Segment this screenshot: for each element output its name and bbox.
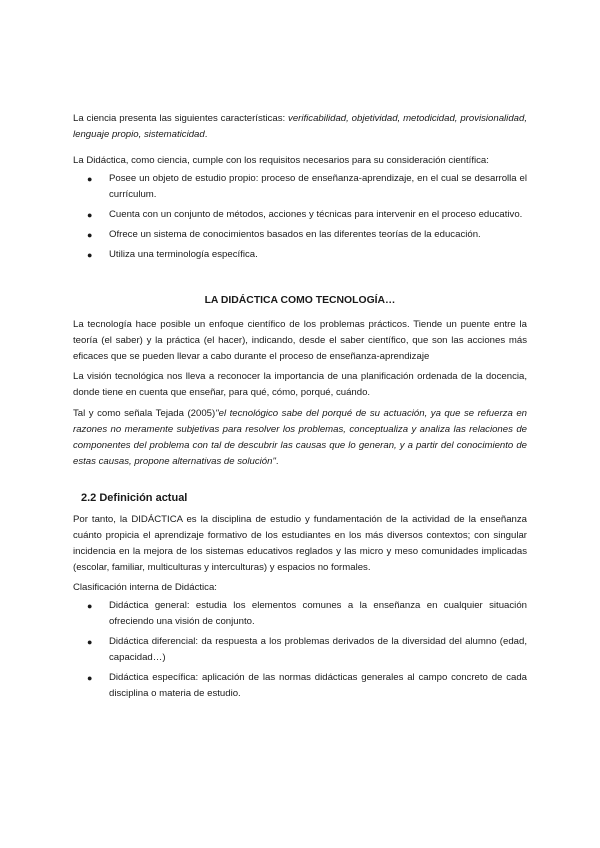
definicion-paragraph: Por tanto, la DIDÁCTICA es la disciplina de estudio y fundamentación de la actividad de la enseñanza cuánto propicia el aprendizaje formativo de los estudiantes en los más diversos contextos; con singular incidencia en la mejora de los sistemas educativos reglados y las micro y meso comunidades implicadas (escolar, familiar, multiculturas y interculturas) y espacios no formales. — [73, 514, 527, 573]
list-item-text: Utiliza una terminología específica. — [109, 249, 258, 260]
bullet-icon: ● — [87, 637, 93, 647]
list-item-text: Didáctica general: estudia los elementos comunes a la enseñanza en cualquier situación ofreciendo una visión de conjunto. — [109, 600, 527, 627]
intro-end: . — [204, 129, 208, 140]
list-item-text: Posee un objeto de estudio propio: proceso de enseñanza-aprendizaje, en el cual se desarrolla el currículum. — [109, 173, 527, 200]
list-item — [73, 670, 527, 702]
bullet-icon: ● — [87, 250, 93, 260]
bullet-icon: ● — [87, 230, 93, 240]
intro-paragraph — [73, 111, 527, 143]
bullet-icon: ● — [87, 210, 93, 220]
didactica-ciencia-lead: La Didáctica, como ciencia, cumple con los requisitos necesarios para su consideración científica: — [73, 155, 489, 166]
list-item — [73, 171, 527, 203]
intro-traits: verificabilidad, objetividad, metodicidad, provisionalidad, lenguaje propio, sistematicidad — [73, 113, 527, 140]
list-item-text: Ofrece un sistema de conocimientos basados en las diferentes teorías de la educación. — [109, 229, 481, 240]
list-item — [73, 207, 527, 223]
list-item — [73, 227, 527, 243]
didactica-ciencia-list — [73, 171, 527, 263]
section-heading-tecnologia: LA DIDÁCTICA COMO TECNOLOGÍA… — [204, 295, 396, 306]
tecnologia-paragraph-1: La tecnología hace posible un enfoque científico de los problemas prácticos. Tiende un puente entre la teoría (el saber) y la práctica (el hacer), indicando, desde el saber científico, que son las acciones más eficaces que se pueden llevar a cabo durante el proceso de enseñanza-aprendizaje — [73, 319, 527, 362]
bullet-icon: ● — [87, 174, 93, 184]
bullet-icon: ● — [87, 673, 93, 683]
list-item — [73, 598, 527, 630]
citation-lead: Tal y como señala Tejada (2005) — [73, 408, 216, 419]
clasificacion-lead: Clasificación interna de Didáctica: — [73, 582, 217, 593]
list-item — [73, 634, 527, 666]
section-heading-definicion: 2.2 Definición actual — [81, 492, 188, 504]
list-item-text: Cuenta con un conjunto de métodos, acciones y técnicas para intervenir en el proceso educativo. — [109, 209, 523, 220]
list-item-text: Didáctica específica: aplicación de las normas didácticas generales al campo concreto de cada disciplina o materia de estudio. — [109, 672, 527, 699]
tecnologia-paragraph-3 — [73, 406, 527, 470]
tecnologia-paragraph-2: La visión tecnológica nos lleva a reconocer la importancia de una planificación ordenada de la docencia, donde tiene en cuenta que enseñar, para qué, cómo, porqué, cuándo. — [73, 371, 527, 398]
citation-quote: "el tecnológico sabe del porqué de su actuación, ya que se refuerza en razones no meramente subjetivas para resolver los problemas, conceptualiza y analiza las relaciones de componentes del problema con tal de descubrir las causas que lo generan, y a partir del conocimiento de estas causas, propone alternativas de solución" — [73, 408, 527, 467]
intro-lead: La ciencia presenta las siguientes características: — [73, 113, 289, 124]
citation-end: . — [275, 456, 279, 467]
list-item-text: Didáctica diferencial: da respuesta a los problemas derivados de la diversidad del alumno (edad, capacidad…) — [109, 636, 527, 663]
list-item — [73, 247, 527, 263]
bullet-icon: ● — [87, 601, 93, 611]
clasificacion-list — [73, 598, 527, 702]
